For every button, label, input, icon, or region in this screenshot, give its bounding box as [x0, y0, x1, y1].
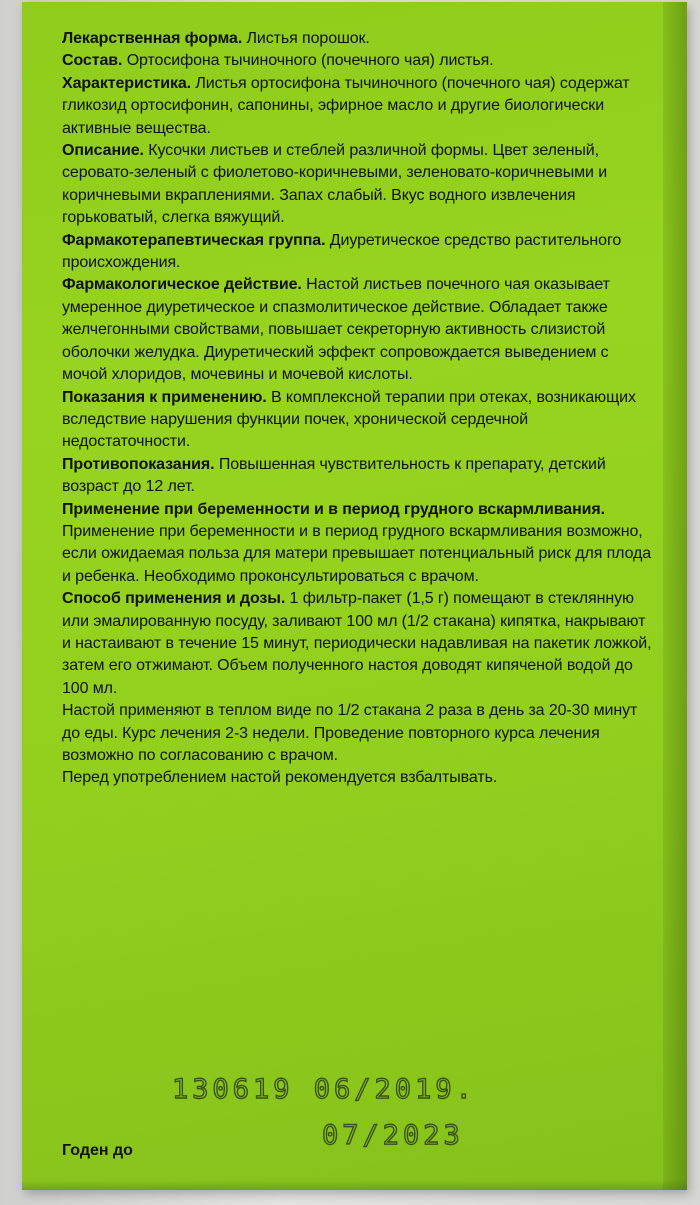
- section-characteristics: [62, 73, 657, 140]
- section-heading: Применение при беременности и в период грудного вскармливания.: [62, 500, 605, 518]
- section-body: Листья порошок.: [242, 30, 370, 47]
- section-body: Диуретическое средство растительного происхождения.: [62, 231, 622, 272]
- section-body: Листья ортосифона тычиночного (почечного чая) содержат гликозид ортосифонин, сапонины, эфирное масло и другие биологически активные вещества.: [62, 74, 630, 137]
- section-composition: [62, 50, 657, 72]
- section-heading: Состав.: [62, 52, 123, 70]
- section-heading: Показания к применению.: [62, 388, 267, 406]
- section-description: [62, 140, 657, 230]
- expiry-date-stamp: 07/2023: [322, 1120, 464, 1151]
- section-pharmacological-action: [62, 274, 657, 386]
- section-heading: Характеристика.: [62, 74, 192, 92]
- package-side-shade: [663, 2, 687, 1190]
- section-body: Ортосифона тычиночного (почечного чая) листья.: [122, 52, 494, 70]
- section-contraindications: [62, 454, 657, 499]
- section-usage-continued: [62, 700, 657, 767]
- package-leaflet-text: [62, 28, 657, 790]
- section-body: В комплексной терапии при отеках, возникающих вследствие нарушения функции почек, хронической сердечной недостаточности.: [62, 388, 636, 451]
- section-dosage: [62, 588, 657, 700]
- section-heading: Противопоказания.: [62, 455, 215, 473]
- section-pregnancy: [62, 499, 657, 589]
- section-body: Настой листьев почечного чая оказывает умеренное диуретическое и спазмолитическое действие. Обладает также желчегонными свойствами, повышает секреторную активность слизистой оболочки желудка. Диуретический эффект сопровождается выведением с мочой хлоридов, мочевины и мочевой кислоты.: [62, 276, 610, 384]
- section-heading: Лекарственная форма.: [62, 30, 243, 47]
- section-heading: Способ применения и дозы.: [62, 590, 286, 608]
- section-indications: [62, 387, 657, 454]
- expiry-label: Годен до: [62, 1142, 133, 1159]
- section-heading: Описание.: [62, 142, 144, 160]
- medicine-package-back: [22, 2, 687, 1190]
- section-body: 1 фильтр-пакет (1,5 г) помещают в стеклянную или эмалированную посуду, заливают 100 мл (1/2 стакана) кипятка, накрывают и настаивают в течение 15 минут, периодически надавливая на пакетик ложкой, затем его отжимают. Объем полученного настоя доводят кипяченой водой до 100 мл.: [62, 590, 652, 697]
- section-shake-note: [62, 767, 657, 789]
- section-dosage-form: [62, 28, 657, 50]
- batch-date-stamp: 130619 06/2019.: [172, 1074, 476, 1105]
- section-body: Повышенная чувствительность к препарату, детский возраст до 12 лет.: [62, 455, 606, 496]
- section-body: Кусочки листьев и стеблей различной формы. Цвет зеленый, серовато-зеленый с фиолетово-коричневыми, зеленовато-коричневыми и коричневыми вкраплениями. Запах слабый. Вкус водного извлечения горьковатый, слегка вяжущий.: [62, 142, 608, 227]
- section-pharmacotherapeutic-group: [62, 230, 657, 275]
- section-body: Применение при беременности и в период грудного вскармливания возможно, если ожидаемая польза для матери превышает потенциальный риск для плода и ребенка. Необходимо проконсультироваться с врачом.: [62, 522, 652, 585]
- section-heading: Фармакотерапевтическая группа.: [62, 231, 326, 249]
- section-heading: Фармакологическое действие.: [62, 276, 302, 294]
- package-bottom-edge: [22, 1180, 687, 1190]
- section-body: Перед употреблением настой рекомендуется взбалтывать.: [62, 769, 498, 787]
- section-body: Настой применяют в теплом виде по 1/2 стакана 2 раза в день за 20-30 минут до еды. Курс лечения 2-3 недели. Проведение повторного курса лечения возможно по согласованию с врачом.: [62, 702, 638, 764]
